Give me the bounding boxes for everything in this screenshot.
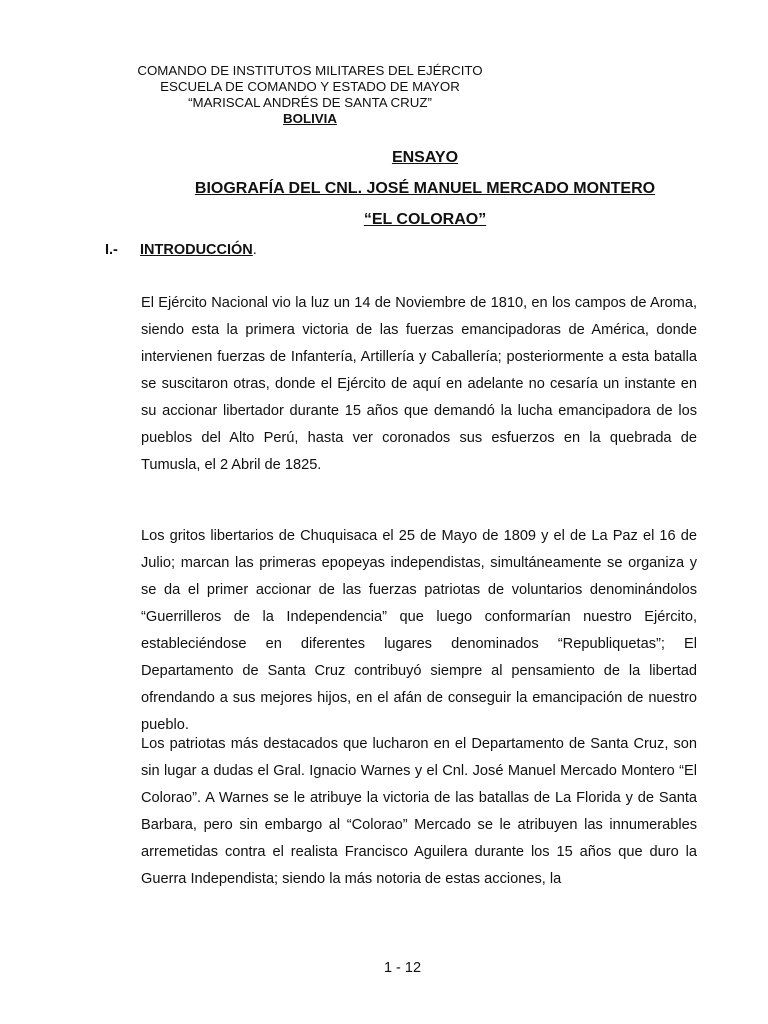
document-type-title: ENSAYO — [391, 149, 459, 166]
header-line-1: COMANDO DE INSTITUTOS MILITARES DEL EJÉRCITO — [137, 63, 483, 78]
section-number: I.- — [105, 242, 118, 258]
page-number: 1 - 12 — [383, 960, 422, 976]
header-line-3: “MARISCAL ANDRÉS DE SANTA CRUZ” — [188, 95, 432, 110]
paragraph: El Ejército Nacional vio la luz un 14 de Noviembre de 1810, en los campos de Aroma, siendo esta la primera victoria de las fuerzas emancipadoras de América, donde intervienen fuerzas de Infantería, Artillería y Caballería; posteriormente a esta batalla se suscitaron otras, donde el Ejército de aquí en adelante no cesaría un instante en su accionar libertador durante 15 años que demandó la lucha emancipadora de los pueblos del Alto Perú, hasta ver coronados sus esfuerzos en la quebrada de Tumusla, el 2 Abril de 1825. — [141, 295, 697, 473]
section-heading-punct: . — [252, 242, 257, 258]
document-main-title: BIOGRAFÍA DEL CNL. JOSÉ MANUEL MERCADO MONTERO — [194, 180, 656, 197]
document-nickname-title: “EL COLORAO” — [363, 211, 487, 228]
institution-header — [90, 63, 530, 127]
paragraph: Los gritos libertarios de Chuquisaca el 25 de Mayo de 1809 y el de La Paz el 16 de Julio; marcan las primeras epopeyas independistas, simultáneamente se organiza y se da el primer accionar de las fuerzas patriotas de voluntarios denominándolos “Guerrilleros de la Independencia” que luego conformarían nuestro Ejército, estableciéndose en diferentes lugares denominados “Republiquetas”; El Departamento de Santa Cruz contribuyó siempre al pensamiento de la libertad ofrendando a sus mejores hijos, en el afán de conseguir la emancipación de nuestro pueblo. — [141, 528, 697, 733]
section-heading-text: INTRODUCCIÓN — [140, 242, 253, 258]
paragraph: Los patriotas más destacados que lucharon en el Departamento de Santa Cruz, son sin lugar a dudas el Gral. Ignacio Warnes y el Cnl. José Manuel Mercado Montero “El Colorao”. A Warnes se le atribuye la victoria de las batallas de La Florida y de Santa Barbara, pero sin embargo al “Colorao” Mercado se le atribuyen las innumerables arremetidas contra el realista Francisco Aguilera durante los 15 años que duro la Guerra Independista; siendo la más notoria de estas acciones, la — [141, 736, 697, 887]
header-country: BOLIVIA — [283, 111, 337, 126]
header-line-2: ESCUELA DE COMANDO Y ESTADO DE MAYOR — [160, 79, 460, 94]
section-heading — [105, 242, 257, 258]
